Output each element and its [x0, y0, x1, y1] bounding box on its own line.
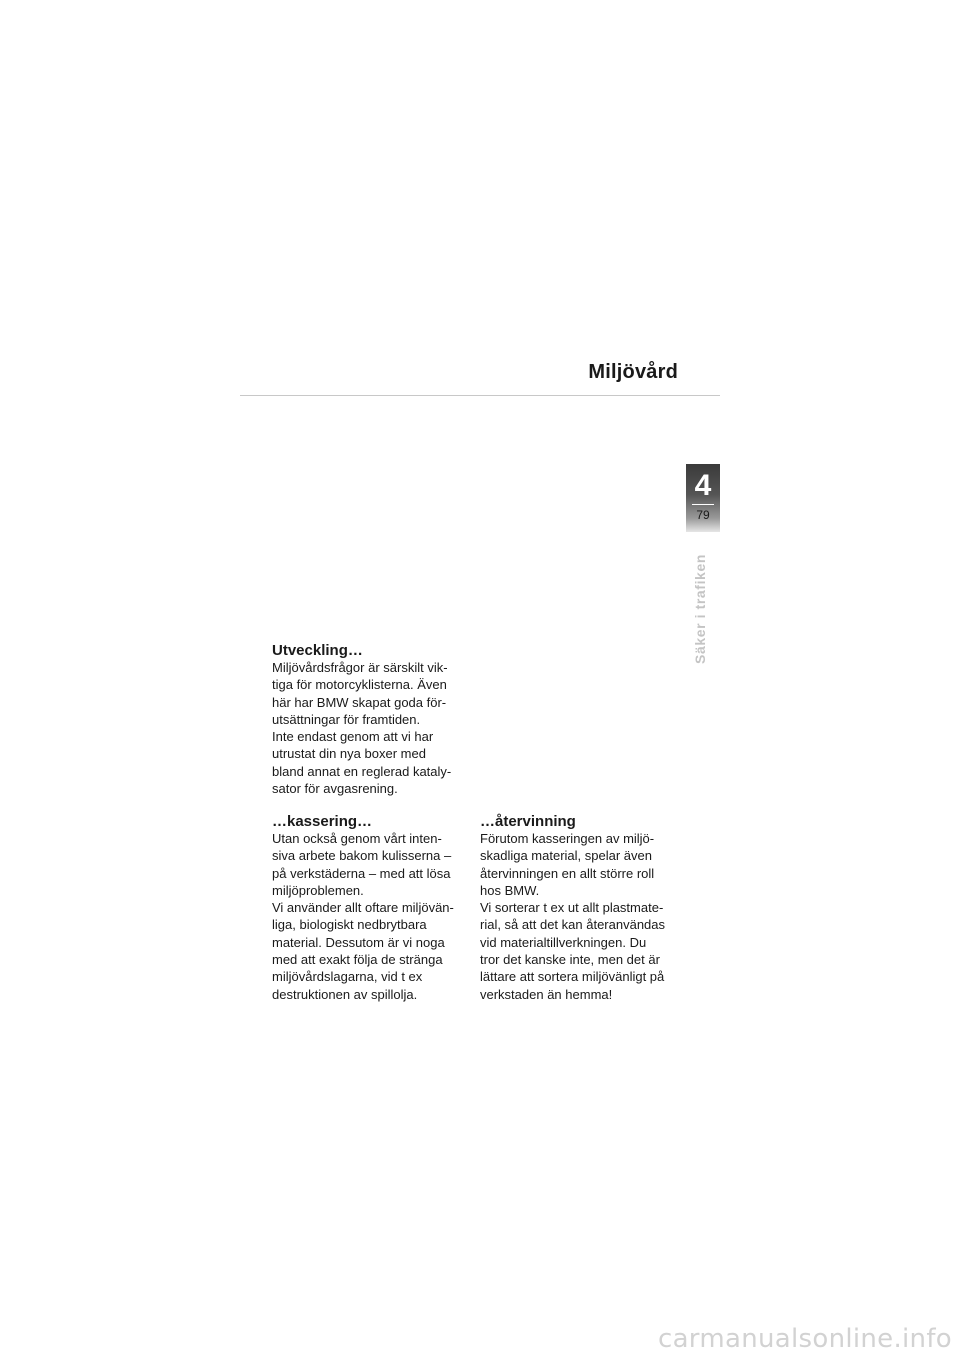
page-number: 79 — [696, 508, 710, 522]
chapter-divider — [692, 504, 714, 505]
chapter-number: 4 — [694, 469, 712, 502]
chapter-side-label: Säker i trafiken — [692, 554, 708, 664]
section-heading: …återvinning — [480, 813, 576, 830]
section-heading: …kassering… — [272, 813, 373, 830]
section-atervinning — [480, 813, 685, 1003]
section-body: Förutom kasseringen av miljö- skadliga material, spelar även återvinningen en allt större roll hos BMW. Vi sorterar t ex ut allt plastmate- rial, så att det kan återanvändas vid materialtillverkningen. Du tror det kanske inte, men det är lättare att sortera miljövänligt på verkstaden än hemma! — [480, 831, 666, 1002]
header-divider — [240, 395, 720, 396]
section-body: Miljövårdsfrågor är särskilt vik- tiga för motorcyklisterna. Även här har BMW skapat goda för- utsättningar för framtiden. Inte endast genom att vi har utrustat din nya boxer med bland annat en reglerad kataly- sator för avgasrening. — [272, 660, 452, 797]
chapter-tab — [686, 464, 720, 532]
section-kassering — [272, 813, 477, 1003]
section-body: Utan också genom vårt inten- siva arbete bakom kulisserna – på verkstäderna – med att lösa miljöproblemen. Vi använder allt oftare miljövän- liga, biologiskt nedbrytbara material. Dessutom är vi noga med att exakt följa de stränga miljövårdslagarna, vid t ex destruktionen av spillolja. — [272, 831, 454, 1002]
page-title: Miljövård — [588, 361, 678, 383]
section-heading: Utveckling… — [272, 642, 363, 659]
section-utveckling — [272, 642, 477, 797]
watermark: carmanualsonline.info — [657, 1324, 952, 1354]
